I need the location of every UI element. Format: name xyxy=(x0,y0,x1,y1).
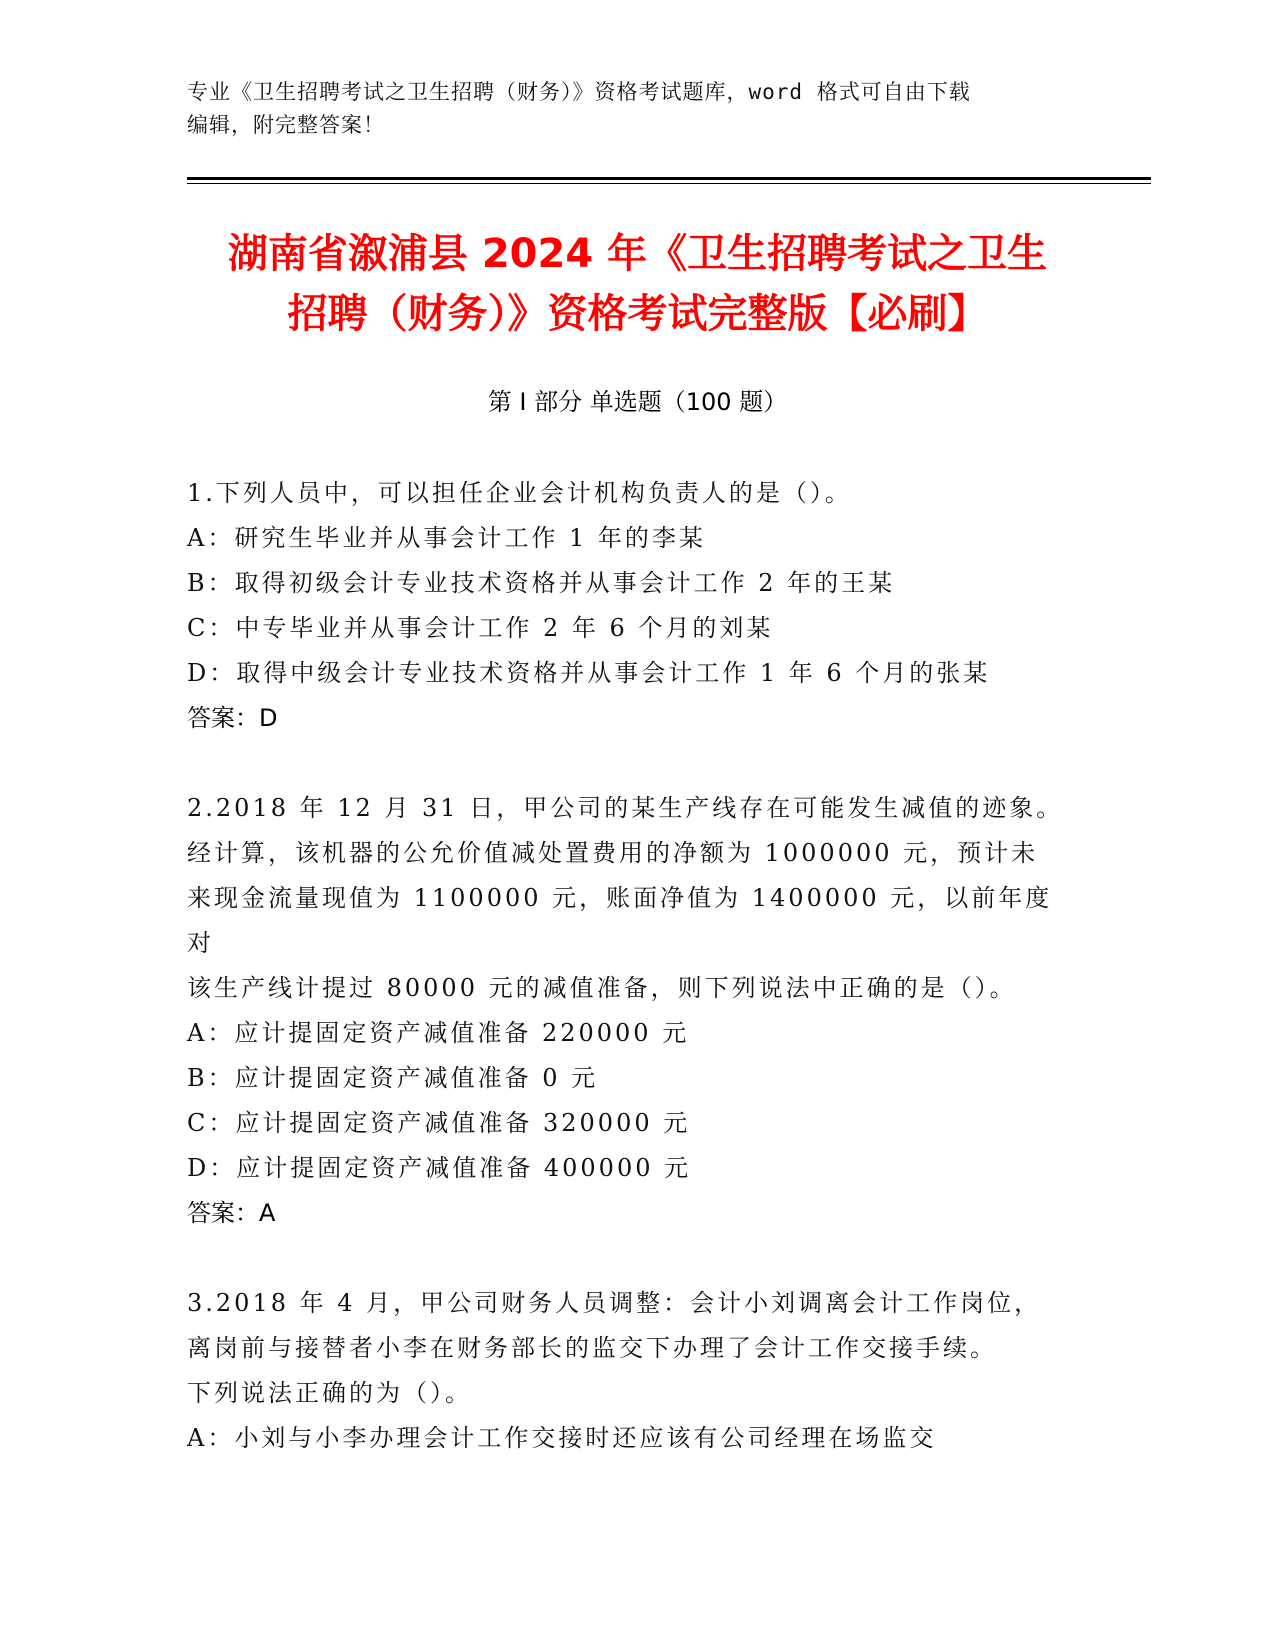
option-d: D：取得中级会计专业技术资格并从事会计工作 1 年 6 个月的张某 xyxy=(187,659,991,687)
answer: 答案：A xyxy=(187,1199,276,1227)
header-note-line-2: 编辑，附完整答案！ xyxy=(187,113,385,137)
question-stem-line: 该生产线计提过 80000 元的减值准备，则下列说法中正确的是（）。 xyxy=(187,974,1017,1002)
document-title xyxy=(150,224,1125,344)
question-stem-line: 来现金流量现值为 1100000 元，账面净值为 1400000 元，以前年度对 xyxy=(187,884,1053,957)
option-c: C：中专毕业并从事会计工作 2 年 6 个月的刘某 xyxy=(187,614,774,642)
spacer xyxy=(187,741,1067,786)
option-b: B：取得初级会计专业技术资格并从事会计工作 2 年的王某 xyxy=(187,569,896,597)
question-2 xyxy=(187,786,1067,1236)
question-stem-line: 3.2018 年 4 月，甲公司财务人员调整：会计小刘调离会计工作岗位， xyxy=(187,1289,1042,1317)
header-rule-thick xyxy=(187,177,1151,180)
question-3 xyxy=(187,1281,1067,1461)
header-note xyxy=(187,76,1087,142)
question-list xyxy=(187,471,1067,1461)
spacer xyxy=(187,1236,1067,1281)
section-title: 第 I 部分 单选题（100 题） xyxy=(487,388,788,416)
option-a: A：研究生毕业并从事会计工作 1 年的李某 xyxy=(187,524,706,552)
question-stem-line: 下列说法正确的为（）。 xyxy=(187,1379,472,1407)
header-rule-thin xyxy=(187,183,1151,184)
document-title-line-1: 湖南省溆浦县 2024 年《卫生招聘考试之卫生 xyxy=(227,231,1048,277)
option-c: C：应计提固定资产减值准备 320000 元 xyxy=(187,1109,691,1137)
question-stem-line: 离岗前与接替者小李在财务部长的监交下办理了会计工作交接手续。 xyxy=(187,1334,997,1362)
question-stem-line: 1.下列人员中，可以担任企业会计机构负责人的是（）。 xyxy=(187,479,852,507)
option-a: A：小刘与小李办理会计工作交接时还应该有公司经理在场监交 xyxy=(187,1424,937,1452)
question-1 xyxy=(187,471,1067,741)
question-stem-line: 经计算，该机器的公允价值减处置费用的净额为 1000000 元，预计未 xyxy=(187,839,1039,867)
answer: 答案：D xyxy=(187,704,278,732)
option-d: D：应计提固定资产减值准备 400000 元 xyxy=(187,1154,692,1182)
option-b: B：应计提固定资产减值准备 0 元 xyxy=(187,1064,599,1092)
option-a: A：应计提固定资产减值准备 220000 元 xyxy=(187,1019,690,1047)
question-stem-line: 2.2018 年 12 月 31 日，甲公司的某生产线存在可能发生减值的迹象。 xyxy=(187,794,1064,822)
header-note-line-1: 专业《卫生招聘考试之卫生招聘（财务）》资格考试题库，word 格式可自由下载 xyxy=(187,80,971,104)
document-title-line-2: 招聘（财务）》资格考试完整版【必刷】 xyxy=(287,291,988,337)
